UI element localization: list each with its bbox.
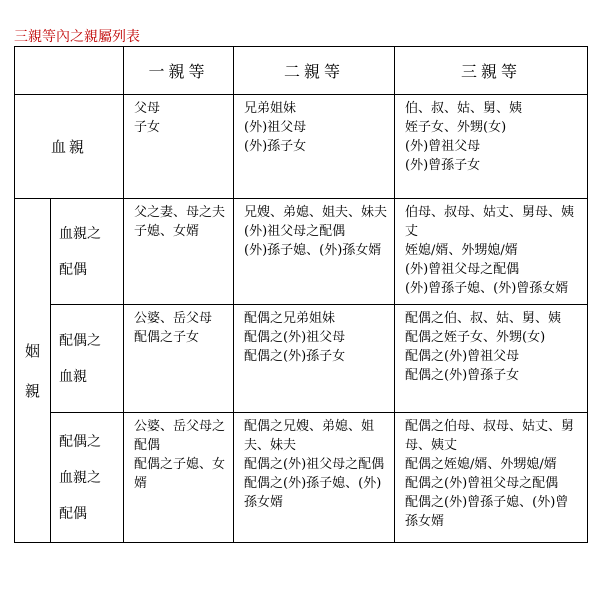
cell-line: 配偶之(外)祖父母 xyxy=(244,330,346,345)
cell-line: 配偶之(外)曾祖父母之配偶 xyxy=(405,476,559,491)
sub-label-line: 血親 xyxy=(59,368,87,385)
sub-label-line: 配偶之 xyxy=(59,332,101,349)
cell-line: 伯、叔、姑、舅、姨 xyxy=(405,101,523,116)
cell-line: 配偶之兄弟姐妹 xyxy=(244,311,336,326)
spouse-blood-degree-3-cell xyxy=(395,305,588,413)
cell-line: (外)曾祖父母之配偶 xyxy=(405,262,520,277)
cell-line: (外)孫子女 xyxy=(244,139,307,154)
blood-row xyxy=(15,95,588,199)
spouse-blood-spouse-degree-2-cell xyxy=(234,413,395,543)
sub-label-spouse-blood xyxy=(51,305,124,413)
blood-spouse-degree-3-cell xyxy=(395,199,588,305)
spouse-blood-spouse-degree-1-cell xyxy=(124,413,234,543)
cell-line: 父之妻、母之夫 xyxy=(134,205,226,220)
cell-line: 子媳、女婿 xyxy=(134,224,200,239)
blood-degree-2-cell xyxy=(234,95,395,199)
marriage-label xyxy=(15,199,51,543)
marriage-row-2 xyxy=(15,305,588,413)
blood-degree-1-cell xyxy=(124,95,234,199)
sub-label-blood-spouse xyxy=(51,199,124,305)
blood-spouse-degree-1-cell xyxy=(124,199,234,305)
blood-label: 血親 xyxy=(15,95,124,199)
cell-line: 配偶之姪子女、外甥(女) xyxy=(405,330,546,345)
cell-line: (外)祖父母 xyxy=(244,120,307,135)
sub-label-line: 血親之 xyxy=(59,469,101,486)
page-title: 三親等內之親屬列表 xyxy=(14,29,140,45)
header-degree-2: 二親等 xyxy=(234,47,395,95)
header-corner-cell xyxy=(15,47,124,95)
cell-line: 伯母、叔母、姑丈、舅母、姨丈 xyxy=(405,205,575,239)
marriage-row-1 xyxy=(15,199,588,305)
spouse-blood-degree-2-cell xyxy=(234,305,395,413)
cell-line: 配偶之(外)孫子女 xyxy=(244,349,346,364)
cell-line: 配偶之(外)祖父母之配偶 xyxy=(244,457,385,472)
cell-line: 配偶之(外)曾孫子媳、(外)曾孫女婿 xyxy=(405,495,569,529)
cell-line: 姪媳/婿、外甥媳/婿 xyxy=(405,243,518,258)
header-degree-3: 三親等 xyxy=(395,47,588,95)
spouse-blood-spouse-degree-3-cell xyxy=(395,413,588,543)
cell-line: 配偶之子媳、女婿 xyxy=(134,457,226,491)
cell-line: (外)曾孫子女 xyxy=(405,158,481,173)
blood-spouse-degree-2-cell xyxy=(234,199,395,305)
spouse-blood-degree-1-cell xyxy=(124,305,234,413)
blood-degree-3-cell xyxy=(395,95,588,199)
marriage-row-3 xyxy=(15,413,588,543)
marriage-label-char: 姻 xyxy=(24,341,40,360)
cell-line: 兄嫂、弟媳、姐夫、妹夫 xyxy=(244,205,388,220)
cell-line: 配偶之兄嫂、弟媳、姐夫、妹夫 xyxy=(244,419,375,453)
header-degree-1: 一親等 xyxy=(124,47,234,95)
cell-line: 配偶之伯母、叔母、姑丈、舅母、姨丈 xyxy=(405,419,575,453)
marriage-label-char: 親 xyxy=(24,381,40,400)
cell-line: 子女 xyxy=(134,120,161,135)
cell-line: (外)孫子媳、(外)孫女婿 xyxy=(244,243,382,258)
cell-line: 配偶之(外)曾祖父母 xyxy=(405,349,520,364)
sub-label-spouse-blood-spouse xyxy=(51,413,124,543)
kinship-table xyxy=(14,46,588,543)
cell-line: 配偶之(外)孫子媳、(外)孫女婿 xyxy=(244,476,382,510)
sub-label-line: 配偶之 xyxy=(59,433,101,450)
cell-line: 配偶之(外)曾孫子女 xyxy=(405,368,520,383)
sub-label-line: 血親之 xyxy=(59,225,101,242)
cell-line: (外)曾祖父母 xyxy=(405,139,481,154)
cell-line: 公婆、岳父母 xyxy=(134,311,213,326)
sub-label-line: 配偶 xyxy=(59,261,87,278)
cell-line: 兄弟姐妹 xyxy=(244,101,297,116)
cell-line: (外)曾孫子媳、(外)曾孫女婿 xyxy=(405,281,569,296)
cell-line: (外)祖父母之配偶 xyxy=(244,224,346,239)
cell-line: 父母 xyxy=(134,101,161,116)
cell-line: 配偶之子女 xyxy=(134,330,200,345)
header-row xyxy=(15,47,588,95)
cell-line: 公婆、岳父母之配偶 xyxy=(134,419,226,453)
sub-label-line: 配偶 xyxy=(59,505,87,522)
cell-line: 姪子女、外甥(女) xyxy=(405,120,507,135)
cell-line: 配偶之姪媳/婿、外甥媳/婿 xyxy=(405,457,557,472)
cell-line: 配偶之伯、叔、姑、舅、姨 xyxy=(405,311,562,326)
